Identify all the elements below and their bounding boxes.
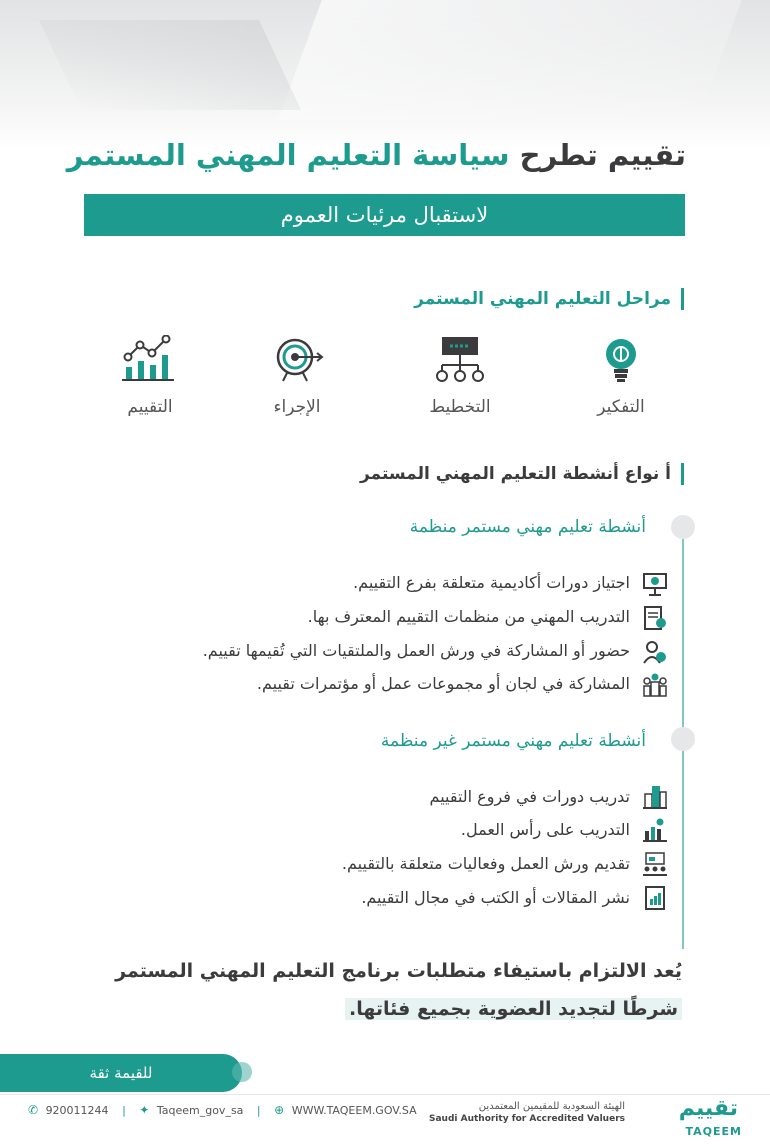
commitment-statement [82,952,682,1028]
worker-icon [642,817,668,843]
chart-icon [122,335,178,383]
footer-divider [0,1094,770,1095]
list-item: التدريب على رأس العمل. [460,820,630,839]
stage-label: التفكير [597,397,645,417]
page-title [66,138,686,172]
types-heading: أ نواع أنشطة التعليم المهني المستمر [360,463,684,485]
twitter-icon: ✦ [139,1103,150,1117]
commitment-line1: يُعد الالتزام باستيفاء متطلبات برنامج التعليم المهني المستمر [115,960,682,982]
background-shadow [39,20,301,110]
timeline-dot [671,515,695,539]
twitter-handle[interactable]: Taqeem_gov_sa [156,1103,244,1117]
separator: | [256,1103,261,1117]
title-highlight: سياسة التعليم المهني المستمر [66,138,510,172]
stages-heading: مراحل التعليم المهني المستمر [414,288,684,310]
globe-icon: ⊕ [274,1103,285,1117]
stage-label: التخطيط [429,397,491,417]
group-icon [642,672,668,698]
stage-thinking [561,335,681,417]
website-link[interactable]: WWW.TAQEEM.GOV.SA [291,1103,417,1117]
separator: | [122,1103,126,1117]
organized-title: أنشطة تعليم مهني مستمر منظمة [409,517,646,537]
title-banner: لاستقبال مرئيات العموم [84,194,685,236]
slogan-banner: للقيمة ثقة [0,1054,242,1092]
list-item: المشاركة في لجان أو مجموعات عمل أو مؤتمرات تقييم. [256,674,630,693]
org-name-ar: الهيئة السعودية للمقيمين المعتمدين [478,1101,625,1112]
list-item: نشر المقالات أو الكتب في مجال التقييم. [361,888,630,907]
commitment-line2: شرطًا لتجديد العضوية بجميع فئاتها. [345,998,682,1020]
taqeem-logo-en: TAQEEM [685,1125,742,1138]
stage-label: التقييم [127,397,173,417]
timeline-dot [671,727,695,751]
stage-planning [400,335,520,417]
stage-label: الإجراء [273,397,321,417]
taqeem-logo-ar: تقييم [678,1096,738,1121]
footer-contacts [28,1103,417,1117]
buildings-icon [642,784,668,810]
phone-number[interactable]: 920011244 [45,1103,109,1117]
list-item: تدريب دورات في فروع التقييم [429,787,630,806]
stage-action [237,335,357,417]
list-item: حضور أو المشاركة في ورش العمل والملتقيات التي تُقيمها تقييم. [202,641,630,660]
lightbulb-icon [598,335,644,383]
organization-name [429,1101,625,1124]
background-highlight [278,0,742,120]
org-name-en: Saudi Authority for Accredited Valuers [428,1114,625,1124]
list-item: التدريب المهني من منظمات التقييم المعترف بها. [307,607,630,626]
presentation-icon [642,571,668,597]
workshop-icon [642,851,668,877]
stage-evaluation [90,335,210,417]
list-item: اجتياز دورات أكاديمية متعلقة بفرع التقييم. [353,573,630,592]
phone-icon: ✆ [28,1103,39,1117]
document-icon [642,885,668,911]
target-icon [269,335,325,383]
title-prefix: تقييم تطرح [519,138,686,172]
flowchart-icon [434,335,486,383]
list-item: تقديم ورش العمل وفعاليات متعلقة بالتقييم. [341,854,630,873]
people-icon [642,639,668,665]
unorganized-title: أنشطة تعليم مهني مستمر غير منظمة [380,731,646,751]
certificate-icon [642,605,668,631]
